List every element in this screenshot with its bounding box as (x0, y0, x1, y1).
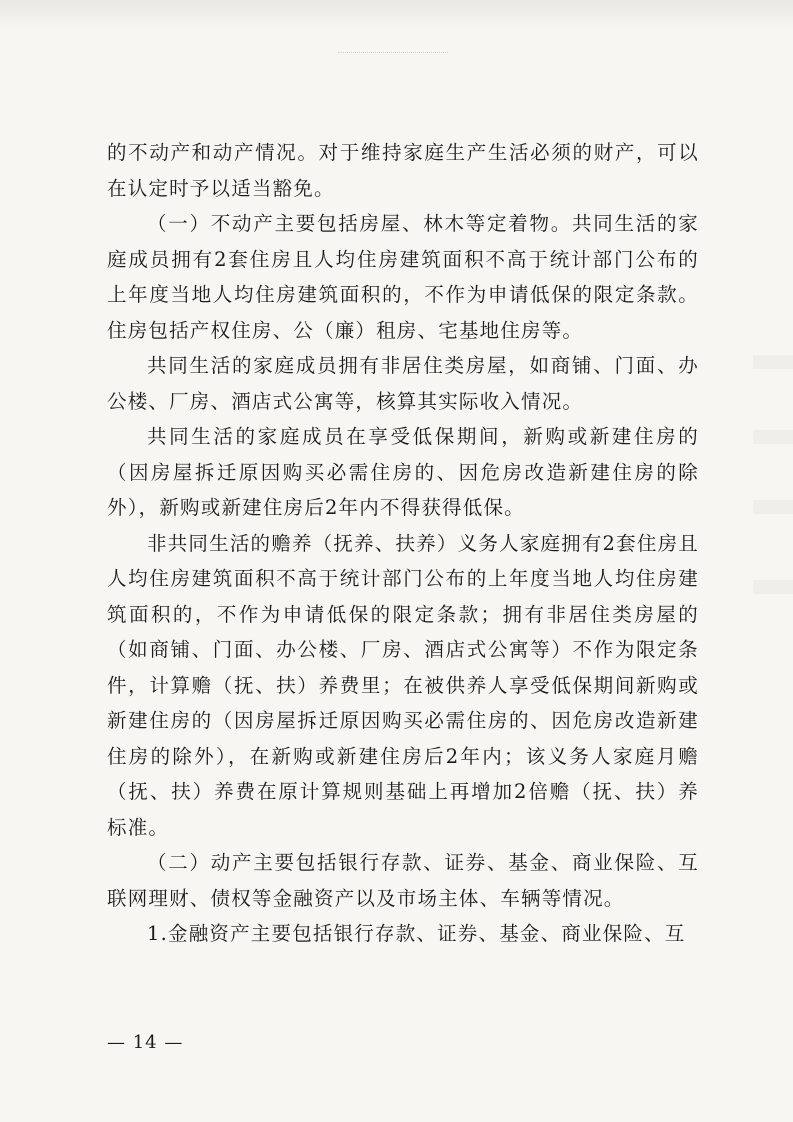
paragraph: 非共同生活的赡养（抚养、扶养）义务人家庭拥有2套住房且人均住房建筑面积不高于统计部门公布的上年度当地人均住房建筑面积的，不作为申请低保的限定条款；拥有非居住类房屋的（如商铺、门面、办公楼、厂房、酒店式公寓等）不作为限定条件，计算赡（抚、扶）养费里；在被供养人享受低保期间新购或新建住房的（因房屋拆迁原因购买必需住房的、因危房改造新建住房的除外），在新购或新建住房后2年内；该义务人家庭月赡（抚、扶）养费在原计算规则基础上再增加2倍赡（抚、扶）养标准。 (107, 531, 699, 839)
bleed-through-mark (753, 355, 793, 369)
bleed-through-mark (753, 500, 793, 514)
paragraph: （一）不动产主要包括房屋、林木等定着物。共同生活的家庭成员拥有2套住房且人均住房建筑面积不高于统计部门公布的上年度当地人均住房建筑面积的，不作为申请低保的限定条款。住房包括产权住房、公（廉）租房、宅基地住房等。 (107, 212, 699, 342)
page-number: — 14 — (107, 1032, 184, 1053)
paragraph: 共同生活的家庭成员在享受低保期间，新购或新建住房的（因房屋拆迁原因购买必需住房的、因危房改造新建住房的除外），新购或新建住房后2年内不得获得低保。 (107, 425, 699, 519)
paragraph: （二）动产主要包括银行存款、证券、基金、商业保险、互联网理财、债权等金融资产以及市场主体、车辆等情况。 (107, 851, 699, 910)
scan-artifact (338, 52, 448, 59)
scan-edge-shadow (0, 0, 793, 30)
bleed-through-mark (753, 580, 793, 594)
paragraph: 共同生活的家庭成员拥有非居住类房屋，如商铺、门面、办公楼、厂房、酒店式公寓等，核算其实际收入情况。 (107, 354, 699, 413)
paragraph: 1.金融资产主要包括银行存款、证券、基金、商业保险、互 (147, 922, 686, 945)
paragraph: 的不动产和动产情况。对于维持家庭生产生活必须的财产，可以在认定时予以适当豁免。 (107, 141, 699, 200)
bleed-through-mark (753, 430, 793, 444)
body-text (107, 135, 699, 952)
